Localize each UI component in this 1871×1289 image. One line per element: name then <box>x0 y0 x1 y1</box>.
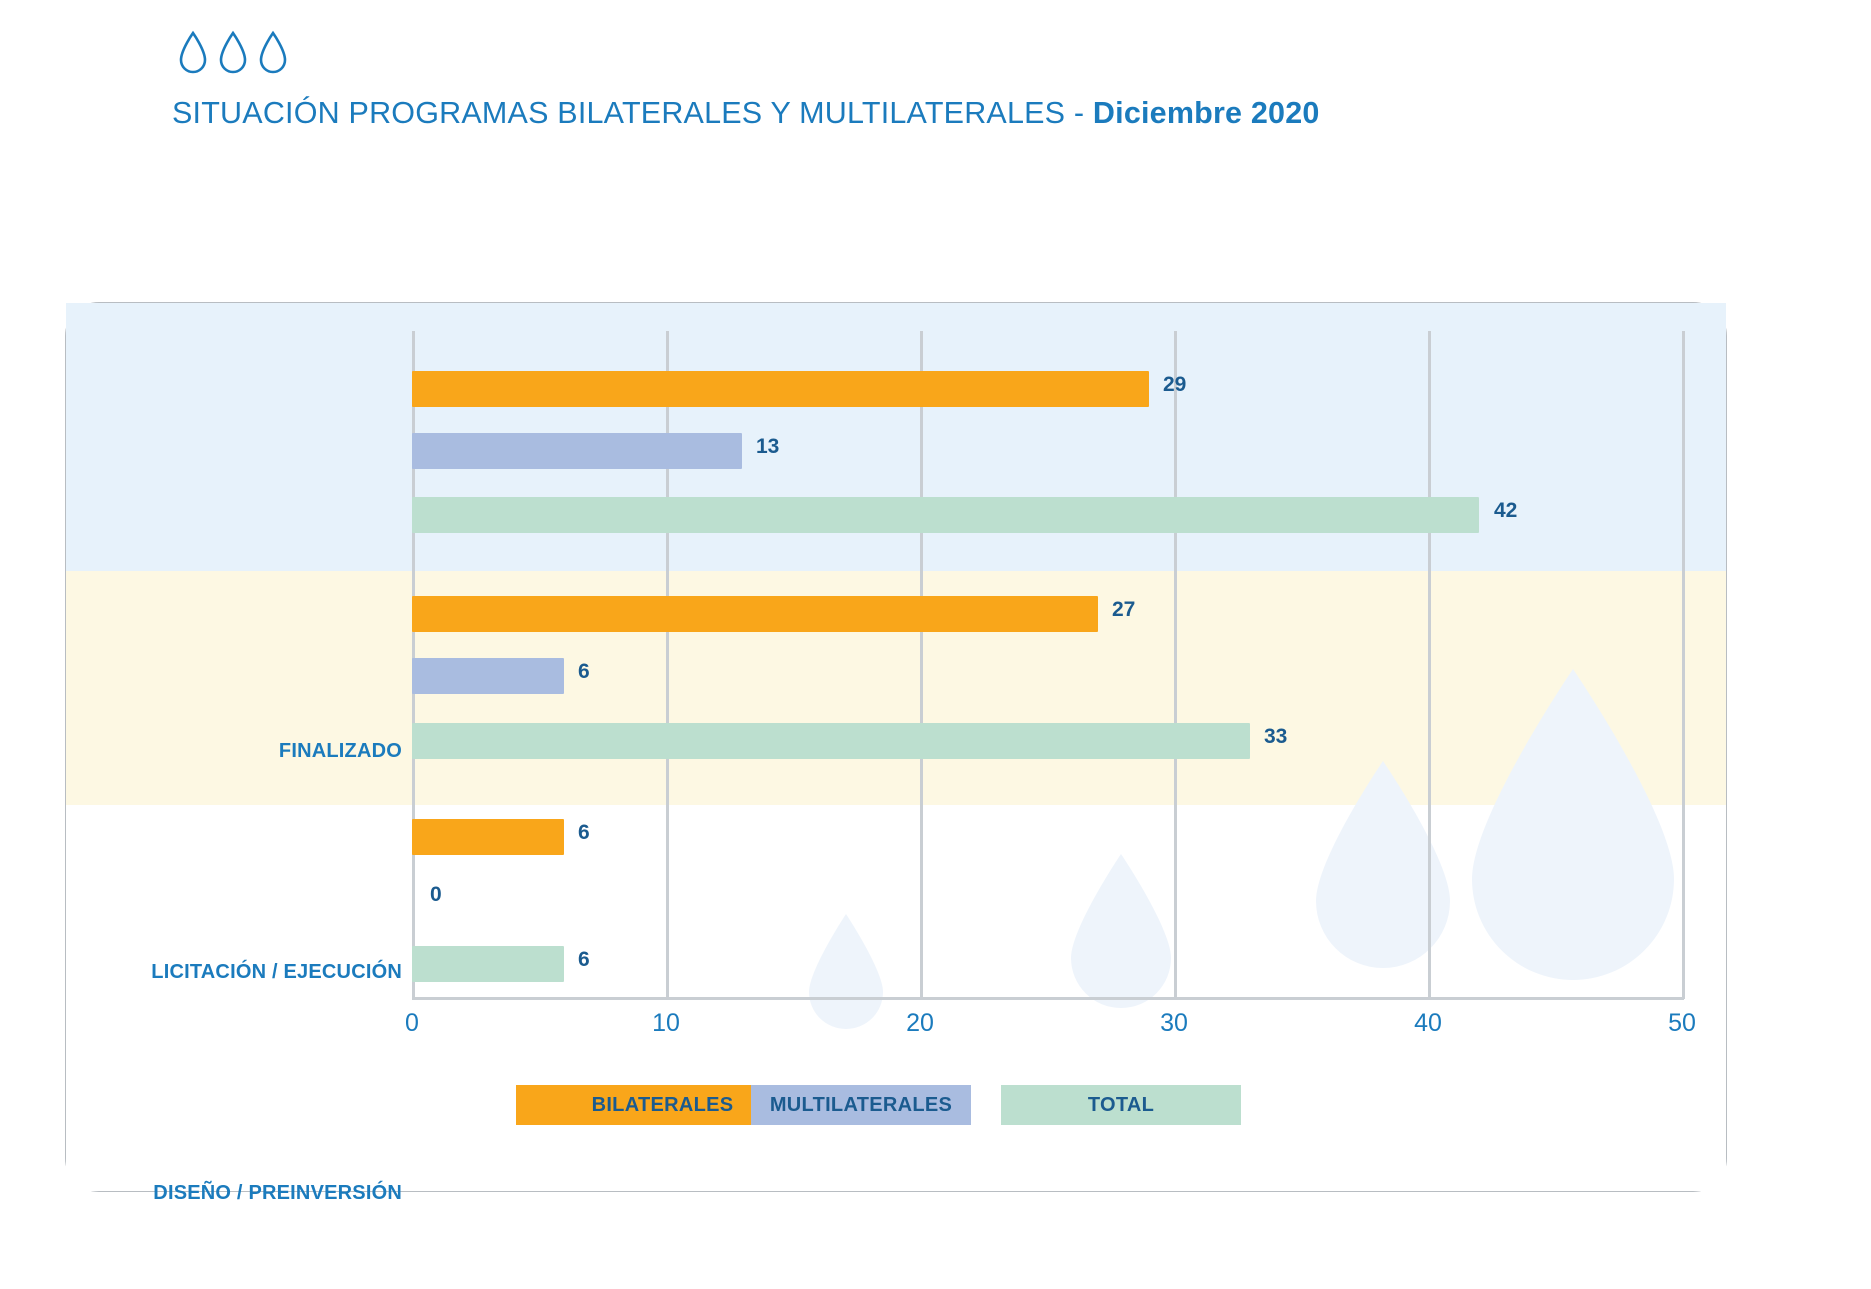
category-label-text: LICITACIÓN / EJECUCIÓN <box>151 961 402 983</box>
legend-item-multilaterales[interactable] <box>751 1085 971 1125</box>
x-axis-line <box>412 997 1684 1000</box>
x-tick-label: 0 <box>405 1009 419 1037</box>
chart-legend <box>66 1085 1726 1129</box>
gridline-20 <box>920 331 923 999</box>
legend-label: MULTILATERALES <box>769 1093 953 1116</box>
x-tick-label: 20 <box>906 1009 934 1037</box>
category-label-text: FINALIZADO <box>278 740 402 762</box>
chart-card <box>65 302 1727 1204</box>
category-label-diseno <box>66 1182 402 1208</box>
bar-licitacion-multilaterales <box>412 658 564 694</box>
gridline-10 <box>666 331 669 999</box>
bar-finalizado-total <box>412 497 1479 533</box>
bar-licitacion-total <box>412 723 1250 759</box>
bar-value-licitacion-bilaterales: 27 <box>1112 598 1136 621</box>
bar-diseno-bilaterales <box>412 819 564 855</box>
legend-label: TOTAL <box>1087 1093 1155 1116</box>
bar-value-finalizado-total: 42 <box>1494 499 1518 522</box>
x-tick-label: 50 <box>1668 1009 1696 1037</box>
gridline-50 <box>1682 331 1685 999</box>
legend-item-total[interactable] <box>1001 1085 1241 1125</box>
bar-licitacion-bilaterales <box>412 596 1098 632</box>
gridline-40 <box>1428 331 1431 999</box>
legend-item-bilaterales[interactable] <box>516 1085 751 1125</box>
legend-label: BILATERALES <box>591 1093 734 1116</box>
x-tick-label: 30 <box>1160 1009 1188 1037</box>
bar-value-diseno-bilaterales: 6 <box>578 821 590 844</box>
gridline-30 <box>1174 331 1177 999</box>
bar-value-licitacion-multilaterales: 6 <box>578 660 590 683</box>
three-water-drops-icon <box>178 30 288 78</box>
bar-value-diseno-total: 6 <box>578 948 590 971</box>
plot-area <box>66 303 1726 1204</box>
bar-diseno-total <box>412 946 564 982</box>
page-title-date: Diciembre 2020 <box>1092 96 1320 130</box>
x-tick-label: 10 <box>652 1009 680 1037</box>
bar-finalizado-multilaterales <box>412 433 742 469</box>
category-label-text: DISEÑO / PREINVERSIÓN <box>153 1182 402 1204</box>
bar-value-diseno-multilaterales: 0 <box>430 883 442 906</box>
bar-finalizado-bilaterales <box>412 371 1149 407</box>
bar-value-finalizado-multilaterales: 13 <box>756 435 780 458</box>
page-title-main: SITUACIÓN PROGRAMAS BILATERALES Y MULTILATERALES - <box>172 96 1093 130</box>
page-title <box>172 96 1320 131</box>
bar-value-finalizado-bilaterales: 29 <box>1163 373 1187 396</box>
x-tick-label: 40 <box>1414 1009 1442 1037</box>
category-label-licitacion <box>66 961 402 987</box>
bar-value-licitacion-total: 33 <box>1264 725 1288 748</box>
category-label-finalizado <box>66 740 402 766</box>
